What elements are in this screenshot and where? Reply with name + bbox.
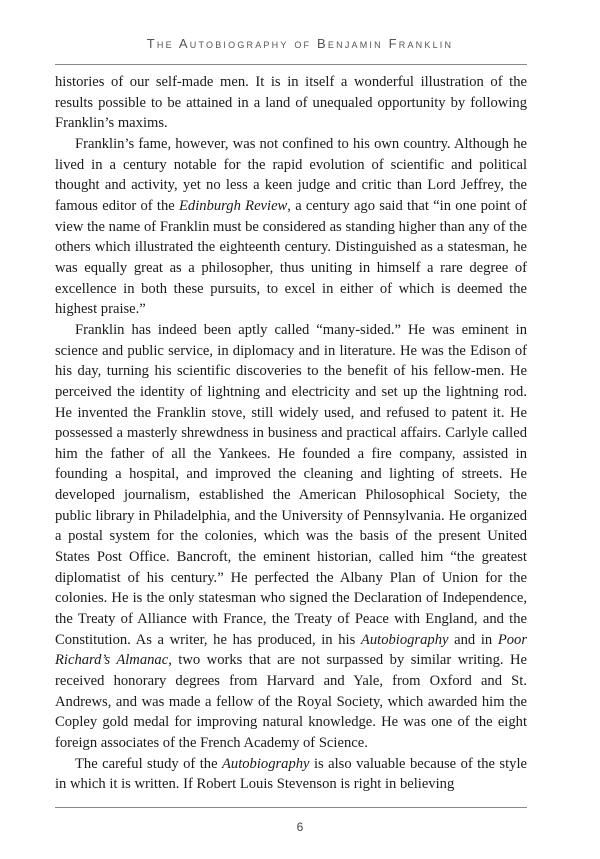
italic-title: Edinburgh Review — [179, 197, 288, 214]
paragraph-text: histories of our self-made men. It is in itself a wonderful illustration of the results possible to be attained in a land of unequaled opportunity by following Franklin’s maxims. — [55, 74, 527, 132]
paragraph-text: The careful study of the — [75, 755, 222, 772]
paragraph-3 — [55, 320, 527, 754]
italic-title: Autobiography — [221, 755, 310, 772]
paragraph-text: , two works that are not surpassed by similar writing. He received honorary degrees from Harvard and Yale, from Oxford and St. Andrews, and was made a fellow of the Royal Society, which awarded him the Copley gold medal for improving natural knowledge. He was one of the eight foreign associates of the French Academy of Science. — [55, 652, 527, 751]
paragraph-text: Franklin’s fame, however, was not confined to his own country. Although he lived in a century notable for the rapid evolution of scientific and political thought and activity, yet no less a keen judge and critic than Lord Jeffrey, the famous editor of the — [55, 135, 527, 214]
body-text — [55, 72, 527, 795]
footer-rule — [55, 807, 527, 808]
header-rule — [55, 64, 527, 65]
paragraph-text: , a century ago said that “in one point of view the name of Franklin must be considered as standing higher than any of the others which illustrated the eighteenth century. Distinguished as a statesman, he was equally great as a philosopher, thus uniting in himself a rare degree of excellence in both these pursuits, to excel in either of which is deemed the highest praise.” — [55, 197, 527, 318]
paragraph-4 — [55, 754, 527, 795]
running-head: The Autobiography of Benjamin Franklin — [146, 36, 454, 51]
paragraph-text: is also valuable because of the style in which it is written. If Robert Louis Stevenson is right in believing — [55, 755, 527, 793]
paragraph-text: and in — [448, 631, 498, 648]
paragraph-1 — [55, 72, 527, 134]
paragraph-text: Franklin has indeed been aptly called “many-sided.” He was eminent in science and public service, in diplomacy and in literature. He was the Edison of his day, turning his scientific discoveries to the benefit of his fellow-men. He perceived the identity of lightning and electricity and set up the lightning rod. He invented the Franklin stove, still widely used, and refused to patent it. He possessed a masterly shrewdness in business and practical affairs. Carlyle called him the father of all the Yankees. He founded a fire company, assisted in founding a hospital, and improved the cleaning and lighting of streets. He developed journalism, established the American Philosophical Society, the public library in Philadelphia, and the University of Pennsylvania. He organized a postal system for the colonies, which was the basis of the present United States Post Office. Bancroft, the eminent historian, called him “the greatest diplomatist of his century.” He perfected the Albany Plan of Union for the colonies. He is the only statesman who signed the Declaration of Independence, the Treaty of Alliance with France, the Treaty of Peace with England, and the Constitution. As a writer, he has produced, in his — [55, 321, 527, 648]
paragraph-2 — [55, 134, 527, 320]
italic-title: Autobiography — [360, 631, 449, 648]
italic-title: Poor Richard’s Almanac — [55, 631, 528, 669]
page-number: 6 — [296, 820, 304, 834]
